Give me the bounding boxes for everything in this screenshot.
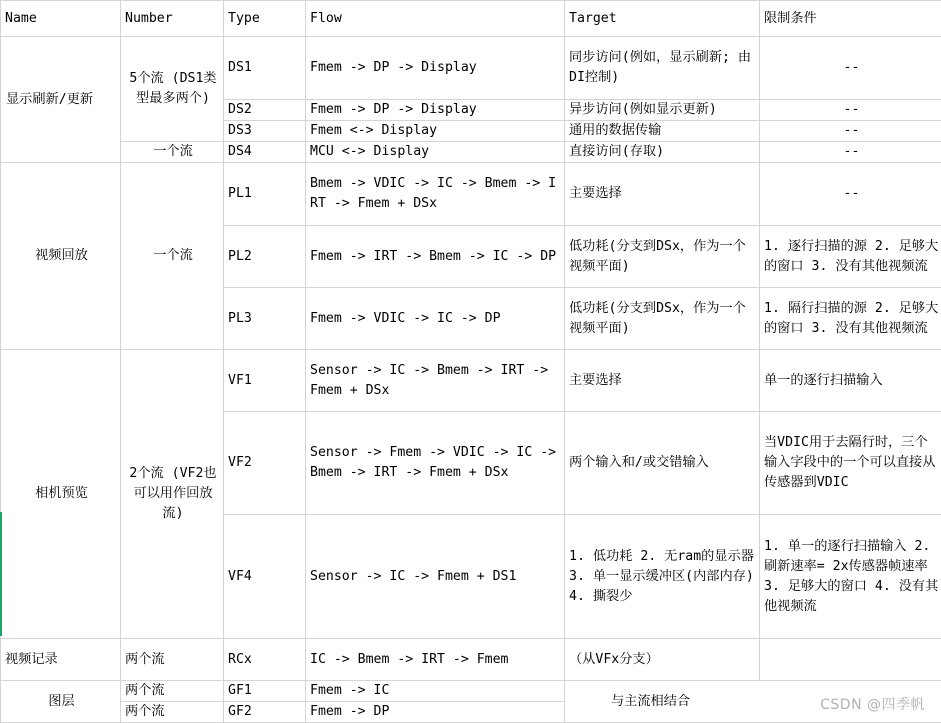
cell-flow-gf2[interactable]: Fmem -> DP: [306, 702, 565, 723]
cell-flow-ds3[interactable]: Fmem <-> Display: [306, 121, 565, 142]
cell-target-pl2[interactable]: 低功耗(分支到DSx，作为一个视频平面): [565, 226, 760, 288]
cell-limit-vf1[interactable]: 单一的逐行扫描输入: [760, 350, 941, 412]
cell-target-layer[interactable]: 与主流相结合: [565, 681, 941, 723]
cell-type-vf1[interactable]: VF1: [224, 350, 306, 412]
header-flow[interactable]: Flow: [306, 1, 565, 37]
cell-target-ds2[interactable]: 异步访问(例如显示更新): [565, 100, 760, 121]
cell-type-pl2[interactable]: PL2: [224, 226, 306, 288]
cell-flow-vf4[interactable]: Sensor -> IC -> Fmem + DS1: [306, 515, 565, 639]
cell-limit-ds1[interactable]: --: [760, 37, 941, 100]
cell-type-ds2[interactable]: DS2: [224, 100, 306, 121]
cell-name-display[interactable]: 显示刷新/更新: [1, 37, 121, 163]
cell-flow-ds1[interactable]: Fmem -> DP -> Display: [306, 37, 565, 100]
cell-target-pl3[interactable]: 低功耗(分支到DSx，作为一个视频平面): [565, 288, 760, 350]
cell-number-display[interactable]: 5个流 (DS1类型最多两个): [121, 37, 224, 142]
cell-limit-rcx[interactable]: [760, 639, 941, 681]
cell-flow-rcx[interactable]: IC -> Bmem -> IRT -> Fmem: [306, 639, 565, 681]
header-target[interactable]: Target: [565, 1, 760, 37]
cell-number-gf2[interactable]: 两个流: [121, 702, 224, 723]
row-selection-indicator: [0, 512, 2, 636]
cell-target-rcx[interactable]: （从VFx分支）: [565, 639, 760, 681]
header-number[interactable]: Number: [121, 1, 224, 37]
cell-limit-ds3[interactable]: --: [760, 121, 941, 142]
cell-type-vf2[interactable]: VF2: [224, 412, 306, 515]
cell-number-record[interactable]: 两个流: [121, 639, 224, 681]
cell-type-pl1[interactable]: PL1: [224, 163, 306, 226]
table-row: [1, 142, 941, 163]
cell-number-video[interactable]: 一个流: [121, 163, 224, 350]
cell-target-vf1[interactable]: 主要选择: [565, 350, 760, 412]
cell-limit-vf4[interactable]: 1. 单一的逐行扫描输入 2. 刷新速率= 2x传感器帧速率 3. 足够大的窗口 4. 没有其他视频流: [760, 515, 941, 639]
cell-type-rcx[interactable]: RCx: [224, 639, 306, 681]
cell-name-video[interactable]: 视频回放: [1, 163, 121, 350]
cell-type-gf2[interactable]: GF2: [224, 702, 306, 723]
cell-type-gf1[interactable]: GF1: [224, 681, 306, 702]
cell-target-pl1[interactable]: 主要选择: [565, 163, 760, 226]
watermark: CSDN @四季帆: [820, 694, 925, 714]
cell-flow-vf2[interactable]: Sensor -> Fmem -> VDIC -> IC -> Bmem -> IRT -> Fmem + DSx: [306, 412, 565, 515]
cell-target-vf2[interactable]: 两个输入和/或交错输入: [565, 412, 760, 515]
header-limit[interactable]: 限制条件: [760, 1, 941, 37]
table-row: [1, 681, 941, 702]
cell-flow-ds4[interactable]: MCU <-> Display: [306, 142, 565, 163]
cell-limit-ds2[interactable]: --: [760, 100, 941, 121]
cell-target-ds1[interactable]: 同步访问(例如，显示刷新; 由DI控制): [565, 37, 760, 100]
cell-type-ds3[interactable]: DS3: [224, 121, 306, 142]
cell-name-layer[interactable]: 图层: [1, 681, 121, 723]
cell-flow-pl1[interactable]: Bmem -> VDIC -> IC -> Bmem -> IRT -> Fmem + DSx: [306, 163, 565, 226]
cell-type-pl3[interactable]: PL3: [224, 288, 306, 350]
cell-target-vf4[interactable]: 1. 低功耗 2. 无ram的显示器 3. 单一显示缓冲区(内部内存) 4. 撕裂少: [565, 515, 760, 639]
cell-limit-vf2[interactable]: 当VDIC用于去隔行时，三个输入字段中的一个可以直接从传感器到VDIC: [760, 412, 941, 515]
header-name[interactable]: Name: [1, 1, 121, 37]
cell-flow-pl3[interactable]: Fmem -> VDIC -> IC -> DP: [306, 288, 565, 350]
cell-type-vf4[interactable]: VF4: [224, 515, 306, 639]
cell-limit-pl1[interactable]: --: [760, 163, 941, 226]
cell-number-ds4[interactable]: 一个流: [121, 142, 224, 163]
table-row: [1, 350, 941, 412]
cell-type-ds1[interactable]: DS1: [224, 37, 306, 100]
header-row: [1, 1, 941, 37]
cell-type-ds4[interactable]: DS4: [224, 142, 306, 163]
table-row: [1, 37, 941, 100]
cell-flow-vf1[interactable]: Sensor -> IC -> Bmem -> IRT -> Fmem + DSx: [306, 350, 565, 412]
cell-target-ds4[interactable]: 直接访问(存取): [565, 142, 760, 163]
cell-flow-pl2[interactable]: Fmem -> IRT -> Bmem -> IC -> DP: [306, 226, 565, 288]
cell-flow-gf1[interactable]: Fmem -> IC: [306, 681, 565, 702]
cell-name-record[interactable]: 视频记录: [1, 639, 121, 681]
cell-target-ds3[interactable]: 通用的数据传输: [565, 121, 760, 142]
cell-name-camera[interactable]: 相机预览: [1, 350, 121, 639]
cell-limit-pl3[interactable]: 1. 隔行扫描的源 2. 足够大的窗口 3. 没有其他视频流: [760, 288, 941, 350]
cell-limit-ds4[interactable]: --: [760, 142, 941, 163]
table-row: [1, 639, 941, 681]
table-row: [1, 163, 941, 226]
cell-number-camera[interactable]: 2个流 (VF2也可以用作回放流): [121, 350, 224, 639]
cell-limit-pl2[interactable]: 1. 逐行扫描的源 2. 足够大的窗口 3. 没有其他视频流: [760, 226, 941, 288]
cell-number-gf1[interactable]: 两个流: [121, 681, 224, 702]
header-type[interactable]: Type: [224, 1, 306, 37]
cell-flow-ds2[interactable]: Fmem -> DP -> Display: [306, 100, 565, 121]
